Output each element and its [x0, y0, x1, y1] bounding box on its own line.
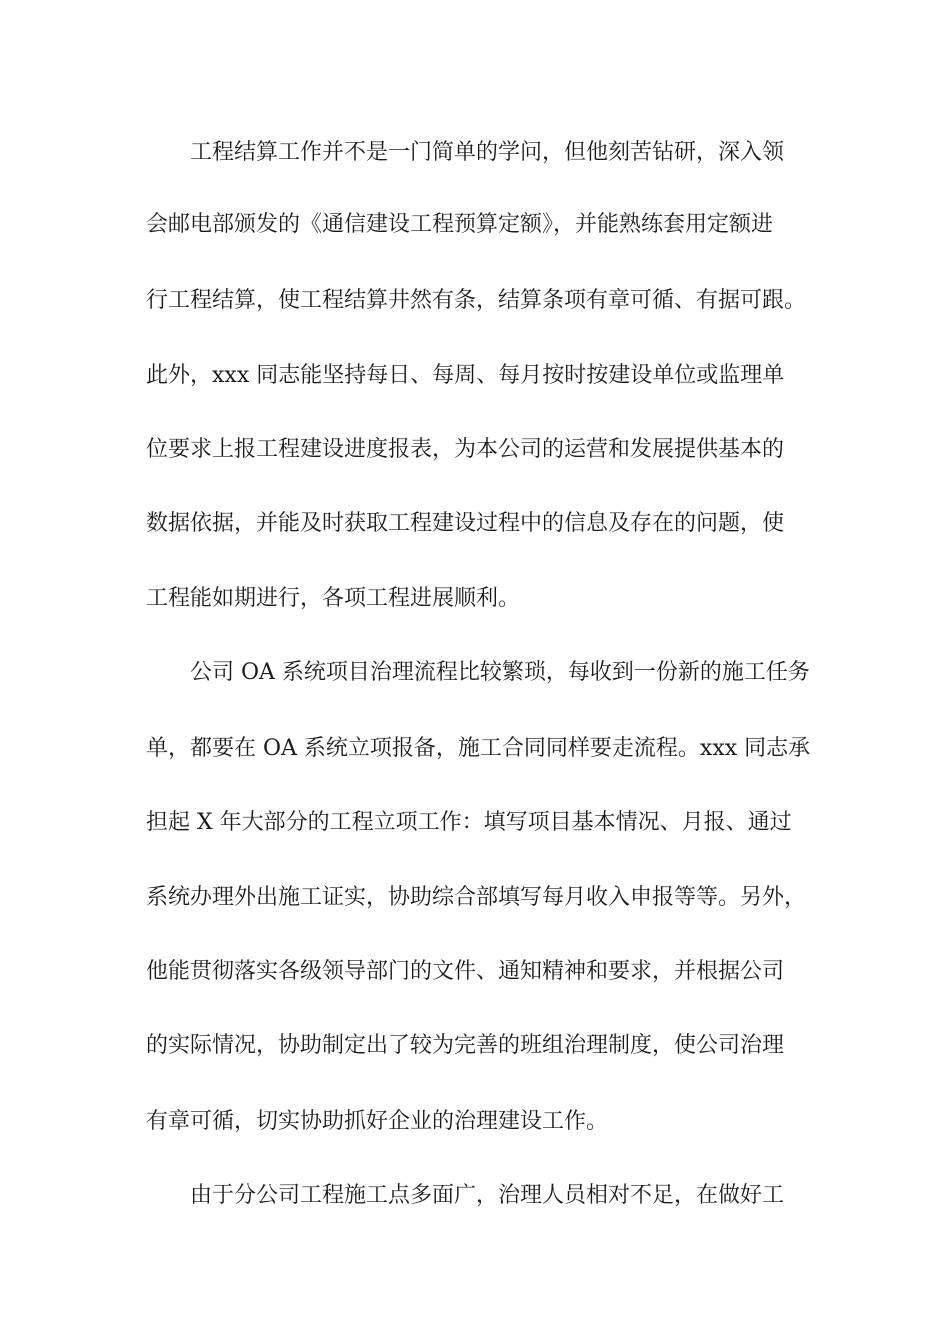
- paragraph-1-line-2: 会邮电部颁发的《通信建设工程预算定额》，并能熟练套用定额进: [146, 212, 774, 237]
- paragraph-2-line-5: 他能贯彻落实各级领导部门的文件、通知精神和要求，并根据公司: [146, 959, 785, 984]
- paragraph-2-line-2: 单，都要在 OA 系统立项报备，施工合同同样要走流程。xxx 同志承: [146, 736, 811, 761]
- paragraph-1-line-1: 工程结算工作并不是一门简单的学问，但他刻苦钻研，深入领: [190, 140, 785, 165]
- paragraph-1-line-6: 数据依据，并能及时获取工程建设过程中的信息及存在的问题，使: [146, 511, 785, 536]
- paragraph-3-line-1: 由于分公司工程施工点多面广，治理人员相对不足，在做好工: [190, 1183, 785, 1208]
- paragraph-2-line-6: 的实际情况，协助制定出了较为完善的班组治理制度，使公司治理: [146, 1033, 785, 1058]
- paragraph-2-line-3: 担起 X 年大部分的工程立项工作：填写项目基本情况、月报、通过: [146, 810, 792, 835]
- paragraph-2-line-1: 公司 OA 系统项目治理流程比较繁琐，每收到一份新的施工任务: [190, 660, 810, 685]
- paragraph-1-line-7: 工程能如期进行，各项工程进展顺利。: [146, 586, 521, 611]
- paragraph-1-line-5: 位要求上报工程建设进度报表，为本公司的运营和发展提供基本的: [146, 437, 785, 462]
- paragraph-1-line-4: 此外，xxx 同志能坚持每日、每周、每月按时按建设单位或监理单: [146, 363, 785, 388]
- paragraph-2-line-4: 系统办理外出施工证实，协助综合部填写每月收入申报等等。另外，: [146, 885, 807, 910]
- paragraph-1-line-3: 行工程结算，使工程结算井然有条，结算条项有章可循、有据可跟。: [146, 288, 807, 313]
- paragraph-2-line-7: 有章可循，切实协助抓好企业的治理建设工作。: [146, 1109, 609, 1134]
